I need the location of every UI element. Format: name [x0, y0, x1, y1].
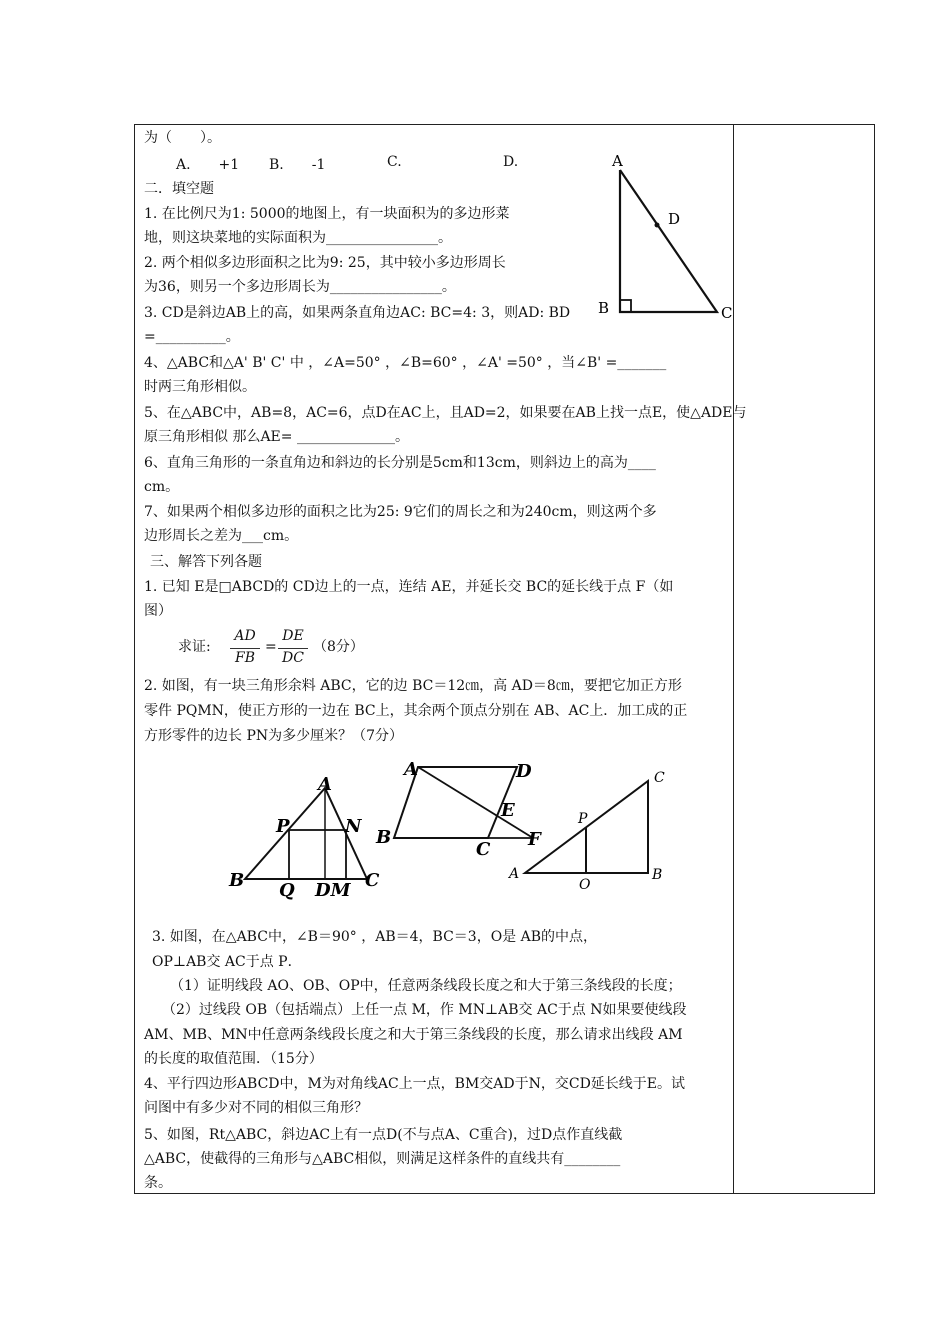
fill-q3-line1: 3. CD是斜边AB上的高，如果两条直角边AC: BC=4: 3，则AD: BD	[144, 305, 571, 321]
question-tail: 为（ ）。	[144, 130, 221, 146]
solve-p5-line1: 5、如图，Rt△ABC，斜边AC上有一点D(不与点A、C重合)，过D点作直线截	[144, 1127, 623, 1143]
label-d: D	[668, 210, 681, 228]
solve-p3-line1: 3. 如图，在△ABC中，∠B＝90° ，AB＝4，BC＝3，O是 AB的中点，	[152, 929, 598, 945]
score-p1: （8分）	[313, 639, 364, 655]
option-c: C.	[387, 154, 402, 170]
label-a: A	[318, 774, 332, 795]
solve-p1-line2: 图）	[144, 603, 172, 619]
prove-label: 求证:	[178, 639, 211, 655]
label-o: O	[579, 877, 591, 893]
label-a: A	[509, 866, 520, 882]
fill-q6-line1: 6、直角三角形的一条直角边和斜边的长分别是5cm和13cm，则斜边上的高为____	[144, 455, 656, 471]
fill-q7-line1: 7、如果两个相似多边形的面积之比为25: 9它们的周长之和为240cm，则这两个多	[144, 504, 657, 520]
solve-p5-line2: △ABC，使截得的三角形与△ABC相似，则满足这样条件的直线共有________	[144, 1151, 621, 1167]
label-q: Q	[279, 880, 295, 900]
fill-q6-line2: cm。	[144, 479, 180, 495]
fill-q5-line2: 原三角形相似 那么AE= ______________。	[144, 429, 409, 445]
equals-sign: =	[265, 639, 277, 655]
fraction-numerator-de: DE	[282, 628, 304, 644]
option-d: D.	[503, 154, 519, 170]
fraction-bar	[278, 648, 308, 649]
fill-q7-line2: 边形周长之差为___cm。	[144, 528, 299, 544]
label-p: P	[276, 816, 290, 837]
solve-p3-line2: OP⊥AB交 AC于点 P．	[152, 954, 302, 970]
label-c: C	[476, 839, 491, 860]
fill-q2-line2: 为36，则另一个多边形周长为________________。	[144, 279, 456, 295]
label-c: C	[654, 770, 665, 786]
label-p: P	[578, 811, 588, 827]
label-b: B	[652, 867, 663, 883]
solve-p4-line2: 问图中有多少对不同的相似三角形？	[144, 1100, 368, 1116]
label-f: F	[528, 829, 541, 850]
solve-p4-line1: 4、平行四边形ABCD中，M为对角线AC上一点，BM交AD于N，交CD延长线于E。试	[144, 1076, 686, 1092]
label-a: A	[404, 759, 418, 780]
fill-q1-line1: 1. 在比例尺为1: 5000的地图上，有一块面积为的多边形菜	[144, 206, 510, 222]
fill-q3-line2: =__________。	[144, 329, 240, 345]
fill-q5-line1: 5、在△ABC中，AB=8，AC=6，点D在AC上，且AD=2，如果要在AB上找一点E，使△ADE与	[144, 405, 747, 421]
section-title-fill-in: 二．填空题	[144, 181, 214, 197]
option-b: B. -1	[269, 157, 326, 173]
section-title-solve: 三、解答下列各题	[150, 554, 262, 570]
fill-q2-line1: 2. 两个相似多边形面积之比为9: 25，其中较小多边形周长	[144, 255, 506, 271]
fill-q1-line2: 地，则这块菜地的实际面积为________________。	[144, 230, 452, 246]
fraction-numerator-ad: AD	[234, 628, 256, 644]
solve-p3-line4: （2）过线段 OB（包括端点）上任一点 M，作 MN⊥AB交 AC于点 N如果要使线段	[162, 1002, 687, 1018]
solve-p2-line3: 方形零件的边长 PN为多少厘米？（7分）	[144, 728, 404, 744]
solve-p3-line5: AM、MB、MN中任意两条线段长度之和大于第三条线段的长度，那么请求出线段 AM	[144, 1027, 683, 1043]
solve-p5-line3: 条。	[144, 1175, 172, 1191]
label-c: C	[721, 304, 733, 322]
label-b: B	[376, 827, 392, 848]
label-dm: DM	[315, 880, 351, 900]
fraction-bar	[230, 648, 260, 649]
label-a: A	[612, 152, 623, 170]
label-n: N	[345, 816, 362, 837]
fraction-denominator-dc: DC	[282, 650, 304, 666]
solve-p3-line6: 的长度的取值范围．（15分）	[144, 1051, 323, 1067]
label-d: D	[516, 761, 532, 782]
label-e: E	[501, 800, 515, 821]
solve-p3-line3: （1）证明线段 AO、OB、OP中，任意两条线段长度之和大于第三条线段的长度；	[170, 978, 682, 994]
label-c: C	[365, 870, 380, 891]
label-b: B	[229, 870, 245, 891]
solve-p2-line1: 2. 如图，有一块三角形余料 ABC，它的边 BC＝12㎝，高 AD＝8㎝，要把它加正方形	[144, 678, 682, 694]
solve-p2-line2: 零件 PQMN，使正方形的一边在 BC上，其余两个顶点分别在 AB、AC上．加工成的正	[144, 703, 688, 719]
fraction-denominator-fb: FB	[234, 650, 255, 666]
figure-right-triangle-op	[505, 765, 680, 895]
figure-right-triangle-abc	[590, 150, 740, 325]
fill-q4-line2: 时两三角形相似。	[144, 379, 256, 395]
solve-p1-line1: 1. 已知 E是□ABCD的 CD边上的一点，连结 AE，并延长交 BC的延长线于点 F（如	[144, 579, 674, 595]
label-b: B	[598, 299, 610, 317]
fill-q4-line1: 4、△ABC和△A' B' C' 中 ，∠A=50° ，∠B=60° ，∠A' =50° ，当∠B' =_______	[144, 355, 667, 371]
option-a: A. +1	[176, 157, 240, 173]
